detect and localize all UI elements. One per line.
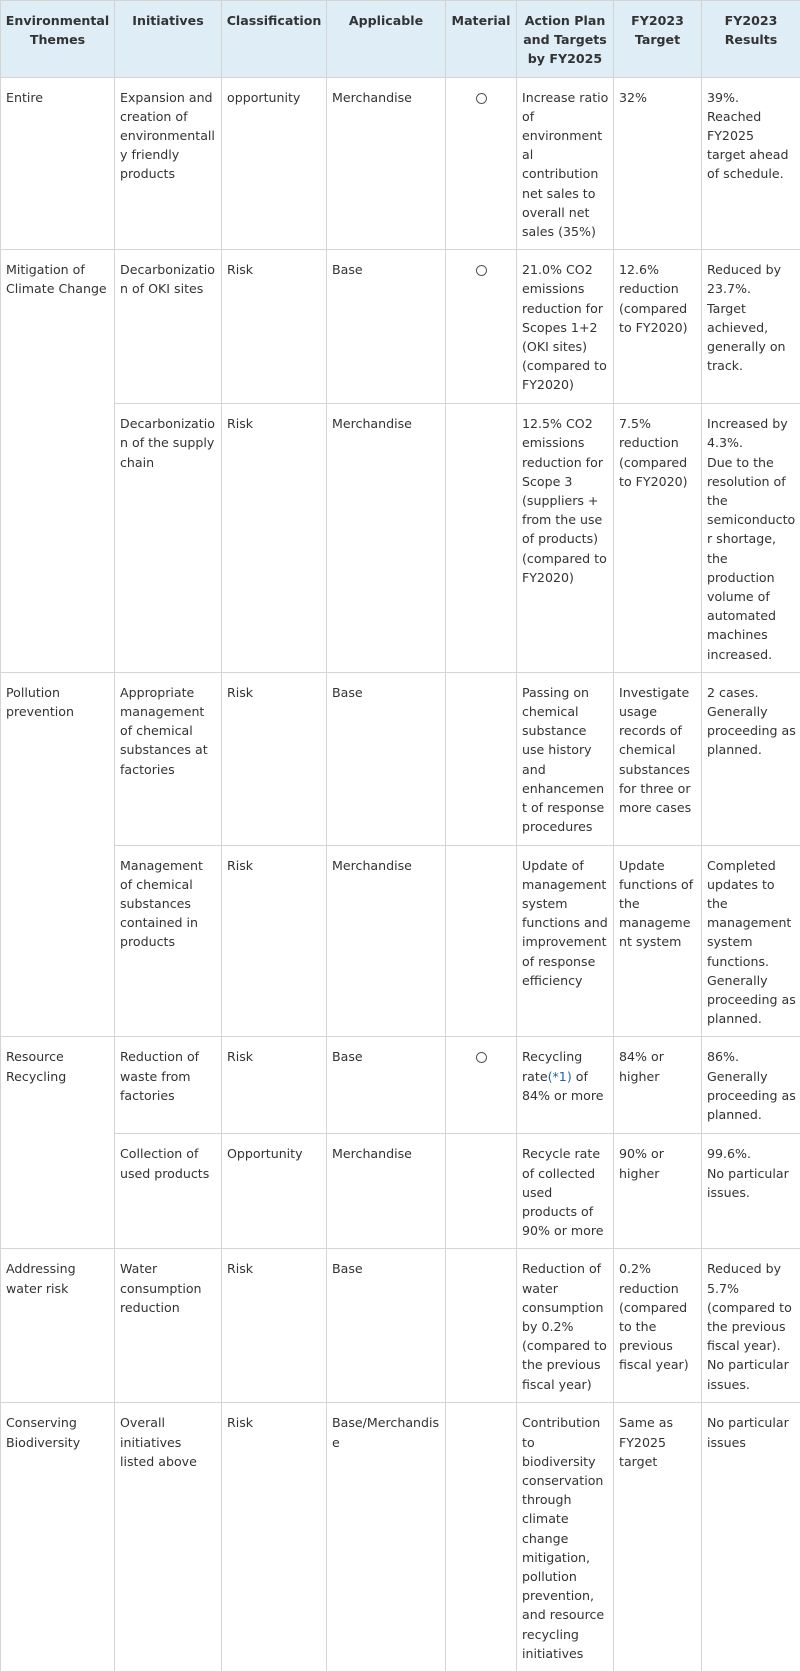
action-plan-cell: Recycle rate of collected used products of 90% or more — [517, 1134, 614, 1249]
action-plan-cell — [517, 1037, 614, 1134]
material-cell — [446, 1403, 517, 1672]
initiative-cell: Decarbonization of the supply chain — [115, 404, 222, 673]
target-cell: Investigate usage records of chemical substances for three or more cases — [614, 672, 702, 845]
applicable-cell: Base — [327, 672, 446, 845]
applicable-cell: Merchandise — [327, 1134, 446, 1249]
target-cell: 84% or higher — [614, 1037, 702, 1134]
result-line: Reduced by 5.7% (compared to the previous fiscal year). No particular issues. — [707, 1259, 796, 1393]
target-cell: Update functions of the management system — [614, 845, 702, 1037]
table-row — [1, 404, 800, 673]
initiative-cell: Overall initiatives listed above — [115, 1403, 222, 1672]
applicable-cell: Base — [327, 1249, 446, 1403]
result-line: Completed updates to the management system functions. — [707, 856, 796, 971]
action-plan-cell: Reduction of water consumption by 0.2% (compared to the previous fiscal year) — [517, 1249, 614, 1403]
results-cell — [702, 1403, 800, 1672]
results-cell — [702, 1037, 800, 1134]
header-row — [1, 1, 800, 78]
result-line: Reached FY2025 target ahead of schedule. — [707, 107, 796, 184]
result-line: Reduced by 23.7%. — [707, 260, 796, 298]
material-cell — [446, 672, 517, 845]
table-row — [1, 1403, 800, 1672]
action-plan-cell: 21.0% CO2 emissions reduction for Scopes 1+2 (OKI sites) (compared to FY2020) — [517, 250, 614, 404]
header-environmental-themes: Environmental Themes — [1, 1, 115, 78]
initiative-cell: Reduction of waste from factories — [115, 1037, 222, 1134]
action-text: of 84% or more — [522, 1069, 604, 1103]
table-row — [1, 845, 800, 1037]
action-plan-cell: Passing on chemical substance use history and enhancement of response procedures — [517, 672, 614, 845]
material-cell — [446, 250, 517, 404]
results-cell — [702, 672, 800, 845]
table-row — [1, 1134, 800, 1249]
material-circle-icon — [476, 93, 487, 104]
action-text: Recycling rate — [522, 1049, 582, 1083]
classification-cell: Risk — [222, 845, 327, 1037]
material-cell — [446, 1134, 517, 1249]
applicable-cell: Base — [327, 250, 446, 404]
target-cell: 90% or higher — [614, 1134, 702, 1249]
classification-cell: Risk — [222, 250, 327, 404]
material-cell — [446, 77, 517, 250]
classification-cell: Risk — [222, 1037, 327, 1134]
classification-cell: Risk — [222, 672, 327, 845]
initiative-cell: Management of chemical substances contained in products — [115, 845, 222, 1037]
header-classification: Classification — [222, 1, 327, 78]
applicable-cell: Merchandise — [327, 77, 446, 250]
material-circle-icon — [476, 1052, 487, 1063]
result-line: Generally proceeding as planned. — [707, 1067, 796, 1125]
theme-cell: Mitigation of Climate Change — [1, 250, 115, 673]
result-line: Increased by 4.3%. — [707, 414, 796, 452]
header-fy2023-results: FY2023 Results — [702, 1, 800, 78]
action-plan-cell: 12.5% CO2 emissions reduction for Scope 3 (suppliers + from the use of products) (compared to FY2020) — [517, 404, 614, 673]
result-line: No particular issues. — [707, 1164, 796, 1202]
result-line: 86%. — [707, 1047, 796, 1066]
target-cell: 32% — [614, 77, 702, 250]
table-row — [1, 77, 800, 250]
action-plan-cell: Update of management system functions and improvement of response efficiency — [517, 845, 614, 1037]
initiative-cell: Decarbonization of OKI sites — [115, 250, 222, 404]
applicable-cell: Base — [327, 1037, 446, 1134]
material-cell — [446, 1037, 517, 1134]
header-applicable: Applicable — [327, 1, 446, 78]
theme-cell: Pollution prevention — [1, 672, 115, 1036]
header-initiatives: Initiatives — [115, 1, 222, 78]
material-cell — [446, 845, 517, 1037]
results-cell — [702, 1249, 800, 1403]
table-row — [1, 1249, 800, 1403]
target-cell: Same as FY2025 target — [614, 1403, 702, 1672]
action-plan-cell: Contribution to biodiversity conservation through climate change mitigation, pollution prevention, and resource recycling initiatives — [517, 1403, 614, 1672]
material-circle-icon — [476, 265, 487, 276]
initiative-cell: Expansion and creation of environmentally friendly products — [115, 77, 222, 250]
table-row — [1, 672, 800, 845]
classification-cell: opportunity — [222, 77, 327, 250]
result-line: 99.6%. — [707, 1144, 796, 1163]
initiative-cell: Appropriate management of chemical substances at factories — [115, 672, 222, 845]
results-cell — [702, 404, 800, 673]
classification-cell: Risk — [222, 1403, 327, 1672]
material-cell — [446, 1249, 517, 1403]
result-line: 2 cases. — [707, 683, 796, 702]
result-line: Target achieved, generally on track. — [707, 299, 796, 376]
target-cell: 12.6% reduction (compared to FY2020) — [614, 250, 702, 404]
theme-cell: Resource Recycling — [1, 1037, 115, 1249]
classification-cell: Risk — [222, 404, 327, 673]
table-row — [1, 250, 800, 404]
initiative-cell: Collection of used products — [115, 1134, 222, 1249]
theme-cell: Entire — [1, 77, 115, 250]
material-cell — [446, 404, 517, 673]
applicable-cell: Merchandise — [327, 845, 446, 1037]
action-plan-cell: Increase ratio of environmental contribution net sales to overall net sales (35%) — [517, 77, 614, 250]
header-action-plan: Action Plan and Targets by FY2025 — [517, 1, 614, 78]
classification-cell: Opportunity — [222, 1134, 327, 1249]
table-row — [1, 1037, 800, 1134]
result-line: Generally proceeding as planned. — [707, 971, 796, 1029]
results-cell — [702, 77, 800, 250]
theme-cell: Addressing water risk — [1, 1249, 115, 1403]
results-cell — [702, 845, 800, 1037]
results-cell — [702, 250, 800, 404]
header-fy2023-target: FY2023 Target — [614, 1, 702, 78]
results-cell — [702, 1134, 800, 1249]
target-cell: 7.5% reduction (compared to FY2020) — [614, 404, 702, 673]
result-line: Due to the resolution of the semiconductor shortage, the production volume of automated machines increased. — [707, 453, 796, 664]
applicable-cell: Merchandise — [327, 404, 446, 673]
footnote-link[interactable]: (*1) — [548, 1069, 572, 1084]
result-line: Generally proceeding as planned. — [707, 702, 796, 760]
theme-cell: Conserving Biodiversity — [1, 1403, 115, 1672]
classification-cell: Risk — [222, 1249, 327, 1403]
result-line: No particular issues — [707, 1413, 796, 1451]
applicable-cell: Base/Merchandise — [327, 1403, 446, 1672]
result-line: 39%. — [707, 88, 796, 107]
target-cell: 0.2% reduction (compared to the previous fiscal year) — [614, 1249, 702, 1403]
initiative-cell: Water consumption reduction — [115, 1249, 222, 1403]
header-material: Material — [446, 1, 517, 78]
